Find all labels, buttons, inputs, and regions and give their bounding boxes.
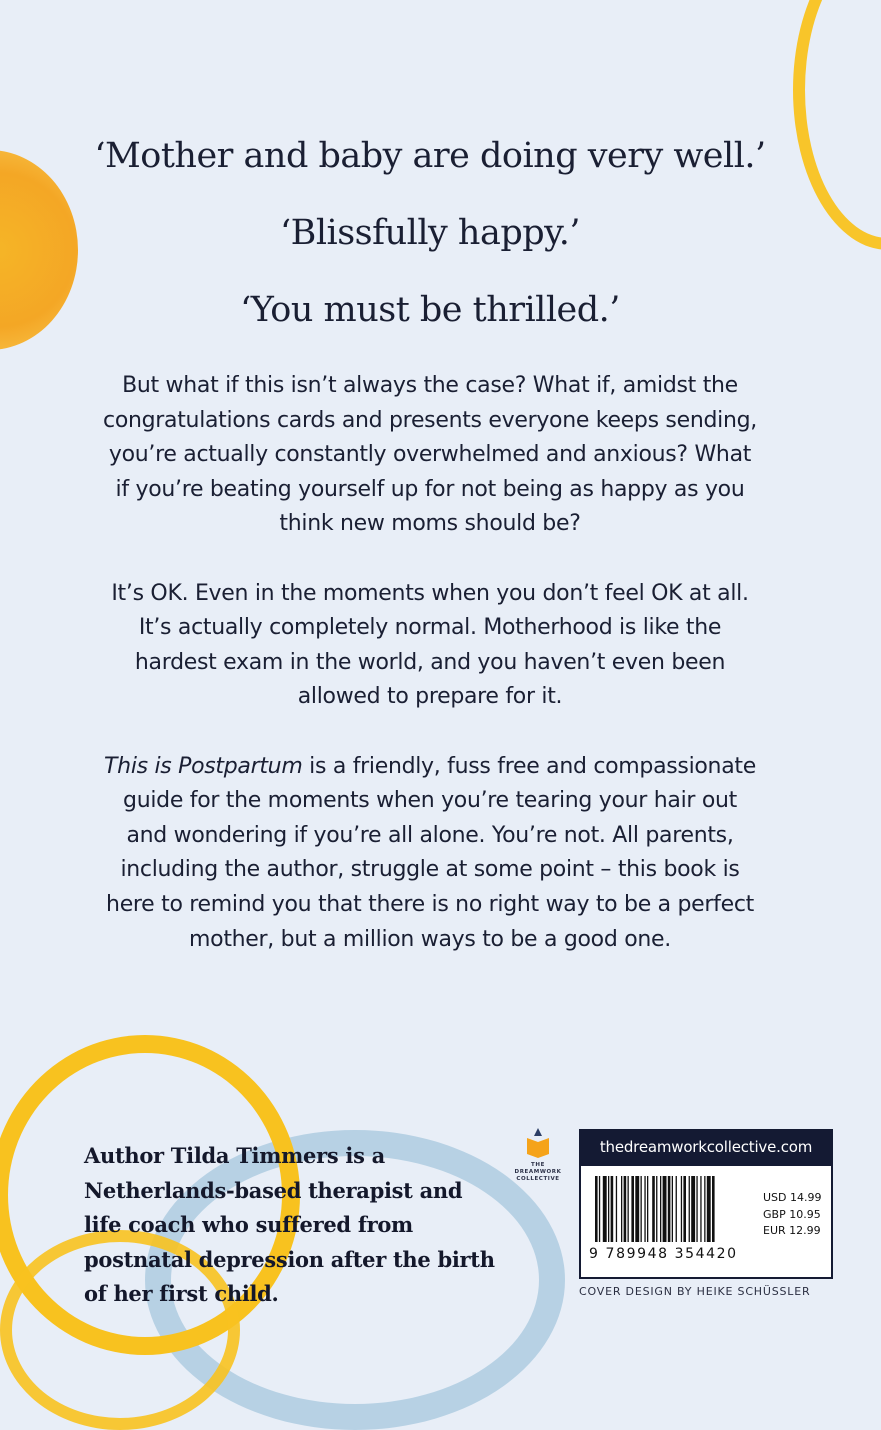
blurb-paragraph-3-text: is a friendly, fuss free and compassionate guide for the moments when you’re tearing your hair out and wondering if you’re all alone. You’re not. All parents, including the author, struggle at some point – this book is here to remind you that there is no right way to be a perfect mother, but a million ways to be a good one. [106,753,756,952]
book-title: This is Postpartum [104,753,303,779]
blurb-paragraph-1: But what if this isn’t always the case? What if, amidst the congratulations cards and presents everyone keeps sending, you’re actually constantly overwhelmed and anxious? What if you’re beating yourself up for not being as happy as you think new moms should be? [103,373,757,537]
barcode-box [579,1166,833,1279]
publisher-logo [512,1128,564,1183]
author-bio: Author Tilda Timmers is a Netherlands-based therapist and life coach who suffered from postnatal depression after the birth of her first child. [84,1143,495,1306]
publisher-website: thedreamworkcollective.com [579,1129,833,1166]
book-pen-icon [527,1128,549,1158]
price-eur: EUR 12.99 [763,1224,821,1237]
price-list [763,1190,822,1240]
publisher-name-line-3: COLLECTIVE [516,1176,560,1182]
blurb-paragraph-2: It’s OK. Even in the moments when you don’t feel OK at all. It’s actually completely normal. Motherhood is like the hardest exam in the world, and you haven’t even been allowed to prepare for it. [111,580,749,710]
publisher-name-line-1: THE [531,1162,545,1168]
price-usd: USD 14.99 [763,1191,822,1204]
isbn-number: 9 789948 354420 [589,1246,738,1262]
blurb-text [100,369,760,992]
cover-design-credit: COVER DESIGN BY HEIKE SCHÜSSLER [579,1285,811,1298]
quote-3: ‘You must be thrilled.’ [240,290,620,330]
blurb-paragraph-3 [100,750,760,958]
barcode-icon [595,1176,755,1242]
quotes-block [0,118,860,349]
publisher-name-line-2: DREAMWORK [514,1169,562,1175]
quote-1: ‘Mother and baby are doing very well.’ [94,136,766,176]
price-gbp: GBP 10.95 [763,1207,821,1221]
barcode-block [579,1129,833,1298]
quote-2: ‘Blissfully happy.’ [279,213,581,253]
